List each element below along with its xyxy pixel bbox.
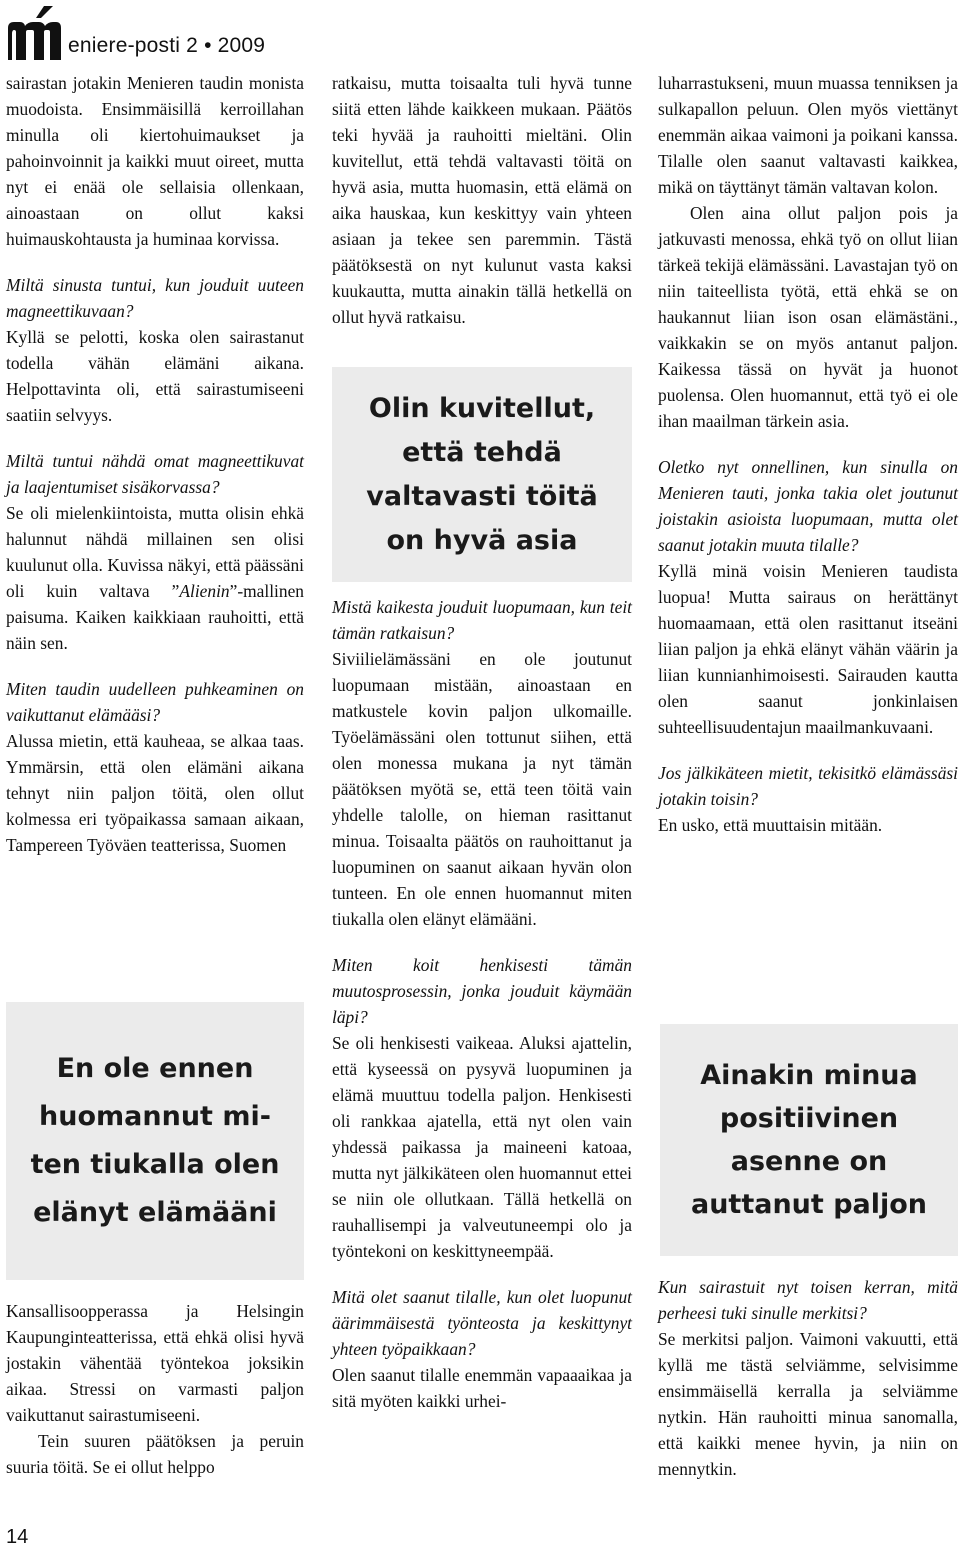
interview-question: Miten taudin uudelleen puhkeaminen on vaikuttanut elämääsi? (6, 679, 304, 725)
paragraph: ratkaisu, mutta toisaalta tuli hyvä tunne siitä etten lähde kaikkeen mukaan. Päätös teki hyvää ja rauhoitti mieltäni. Olin kuvitellut, että tehdä valtavasti töitä on hyvä asia, mutta huomasin, että elämä on aika hauskaa, kun keskittyy vain yhteen asiaan ja tekee sen paremmin. Tästä päätöksestä on nyt kulunut vasta kaksi kuukautta, mutta ainakin tällä hetkellä on ollut hyvä ratkaisu. (332, 73, 632, 327)
interview-question: Oletko nyt onnellinen, kun sinulla on Menieren tauti, jonka takia olet joutunut joistakin asioista luopumaan, mutta olet saanut jotakin muuta tilalle? (658, 457, 958, 555)
interview-question: Miltä sinusta tuntui, kun jouduit uuteen magneettikuvaan? (6, 275, 304, 321)
pull-quote-text: Ainakin minua positiivinen asenne on auttanut paljon (690, 1060, 928, 1220)
interview-question: Mitä olet saanut tilalle, kun olet luopunut äärimmäisestä työnteosta ja keskittynyt yhteen työpaikkaan? (332, 1287, 632, 1359)
magazine-logo-icon (6, 4, 62, 62)
page-header (6, 4, 406, 64)
article-column-3-continued (658, 1274, 958, 1482)
paragraph (6, 500, 304, 656)
paragraph: Olen saanut tilalle enemmän vapaaaikaa ja sitä myöten kaikki urhei- (332, 1365, 632, 1411)
paragraph: Alussa mietin, että kauheaa, se alkaa taas. Ymmärsin, että olen elämäni aikana tehnyt niin paljon töitä, olen ollut kolmessa eri työpaikassa samaan aikaan, Tampereen Työväen teatterissa, Suomen (6, 731, 304, 855)
paragraph: En usko, että muuttaisin mitään. (658, 815, 883, 835)
pull-quote-text: Olin kuvitellut, että tehdä valtavasti töitä on hyvä asia (366, 392, 598, 556)
paragraph: Tein suuren päätöksen ja peruin suuria töitä. Se ei ollut helppo (6, 1431, 304, 1477)
text-span: ”-mallinen paisuma. Kaiken kaikkiaan rauhoitti, että näin sen. (6, 581, 304, 653)
interview-question: Miltä tuntui nähdä omat magneettikuvat ja laajentumiset sisäkorvassa? (6, 451, 304, 497)
page-number: 14 (6, 1526, 29, 1548)
article-column-2 (332, 70, 632, 330)
pull-quote-text: En ole ennen huomannut mi-ten tiukalla olen elänyt elämääni (30, 1053, 280, 1228)
article-column-2-continued (332, 594, 632, 1414)
paragraph: Se oli henkisesti vaikeaa. Aluksi ajattelin, että kyseessä on pysyvä luopuminen ja elämä muuttuu todella paljon. Henkisesti oli rankkaa ajatella, että nyt olen vain yhdessä paikassa ja maineeni katoaa, mutta nyt jälkikäteen olen huomannut ettei se niin ole ollutkaan. Tällä hetkellä on rauhallisempi ja valveutuneempi olo ja työntekoni on keskittyneempää. (332, 1033, 632, 1261)
paragraph: Olen aina ollut paljon pois ja jatkuvasti menossa, ehkä työ on ollut liian tärkeä tekijä elämässäni. Lavastajan työ on niin taiteellista työtä, että ehkä se on haukannut liian ison osan elämästäni., vaikkakin se on myös antanut paljon. Kaikessa tässä on hyvät ja huonot puolensa. Olen huomannut, että työ ei ole ihan maailman tärkein asia. (658, 203, 958, 431)
paragraph: luharrastukseni, muun muassa tenniksen ja sulkapallon peluun. Olen myös viettänyt enemmän aikaa vaimoni ja poikani kanssa. Tilalle olen saanut valtavasti kaikkea, mikä on täyttänyt tämän valtavan kolon. (658, 73, 958, 197)
emphasis-text: Alienin (179, 581, 230, 601)
paragraph: Kyllä se pelotti, koska olen sairastanut todella vähän elämäni aikana. Helpottavinta oli, että sairastumiseeni saatiin selvyys. (6, 327, 304, 425)
paragraph: Siviilielämässäni en ole joutunut luopumaan mistään, ainoastaan en matkustele kovin paljon ulkomaille. Työelämässäni olen tottunut siihen, että olen monessa mukana ja nyt tämän päätöksen myötä se, että teen töitä vain yhdelle talolle, on hieman rasittanut minua. Toisaalta päätös on rauhoittanut ja luopuminen on saanut aikaan hyvän olon tunteen. En ole ennen huomannut miten tiukalla olen elänyt elämääni. (332, 649, 632, 929)
interview-question: Miten koit henkisesti tämän muutosprosessin, jonka jouduit käymään läpi? (332, 955, 632, 1027)
paragraph: Kyllä minä voisin Menieren taudista luopua! Mutta sairaus on herättänyt huomaamaan, että olen rasittanut itseäni liian paljon ja ehkä elänyt vähän väärin ja liian kunnianhimoisesti. Sairauden kautta olen saanut jonkinlaisen suhteellisuudentajun maailmankuvaani. (658, 561, 958, 737)
paragraph: sairastan jotakin Menieren taudin monista muodoista. Ensimmäisillä kerroillahan minulla oli kiertohuimaukset ja pahoinvoinnit ja kaikki muut oireet, mutta nyt ei enää ole sellaisia ollenkaan, ainoastaan on ollut kaksi huimauskohtausta ja huminaa korvissa. (6, 73, 304, 249)
article-column-3 (658, 70, 958, 838)
article-column-1-continued (6, 1298, 304, 1480)
article-column-1 (6, 70, 304, 858)
interview-question: Mistä kaikesta jouduit luopumaan, kun teit tämän ratkaisun? (332, 597, 632, 643)
interview-question: Kun sairastuit nyt toisen kerran, mitä perheesi tuki sinulle merkitsi? (658, 1277, 958, 1323)
text-span: Se oli mielenkiintoista, mutta olisin ehkä halunnut nähdä millainen sen olisi kuulunut olla. Kuvissa näkyi, että päässäni oli kuin valtava ” (6, 503, 304, 601)
pull-quote (332, 367, 632, 582)
interview-question: Jos jälkikäteen mietit, tekisitkö elämässäsi jotakin toisin? (658, 763, 958, 809)
pull-quote (6, 1002, 304, 1280)
paragraph: Kansallisoopperassa ja Helsingin Kaupunginteatterissa, että ehkä olisi hyvä jostakin vähentää työntekoa joksikin aikaa. Stressi on varmasti paljon vaikuttanut sairastumiseeni. (6, 1301, 304, 1425)
publication-title: eniere-posti 2 • 2009 (68, 34, 266, 57)
paragraph: Se merkitsi paljon. Vaimoni vakuutti, että kyllä me tästä selviämme, selvisimme ensimmäisellä kerralla ja selviämme nytkin. Hän rauhoitti minua sanomalla, että kaikki menee hyvin, ja niin on mennytkin. (658, 1329, 958, 1479)
pull-quote (660, 1024, 958, 1256)
